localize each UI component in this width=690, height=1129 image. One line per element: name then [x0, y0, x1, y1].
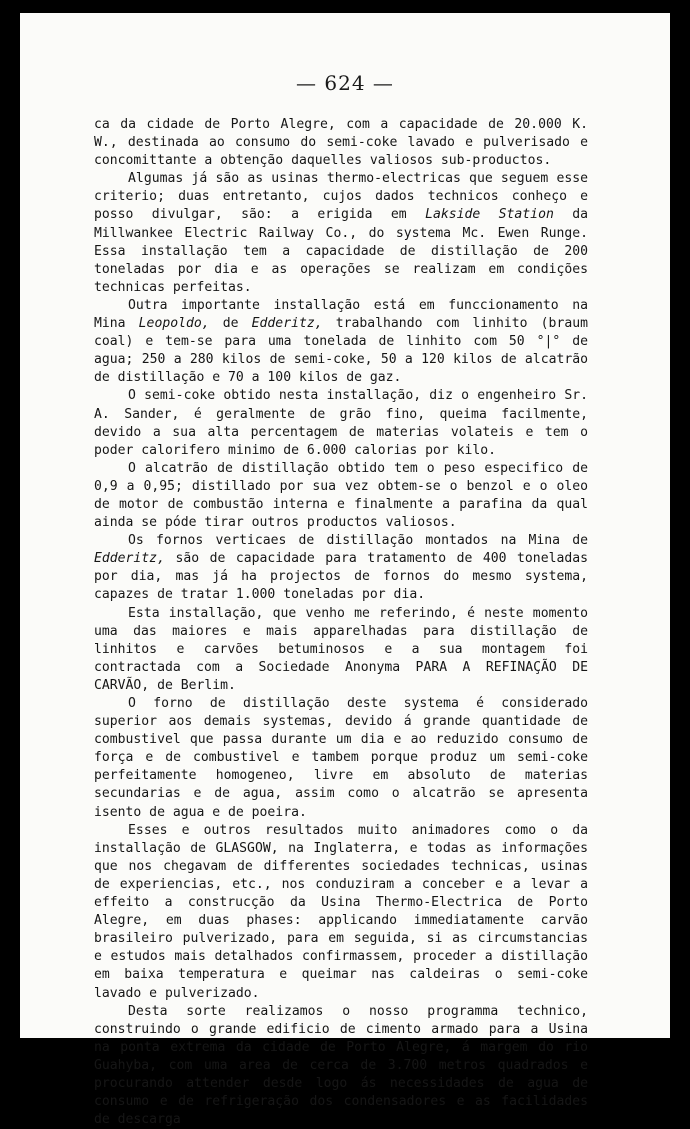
paragraph — [94, 297, 588, 387]
paragraph-continuation — [94, 116, 588, 170]
page-number: — 624 — — [296, 71, 394, 95]
text-run: O semi-coke obtido nesta installação, diz o engenheiro Sr. A. Sander, é geralmente de grão fino, queima facilmente, devido a sua alta percentagem de materias volateis e tem o poder calorifero minimo de 6.000 calorias por kilo. — [94, 388, 588, 458]
paragraph — [94, 170, 588, 297]
paragraph — [94, 460, 588, 532]
body-text — [94, 116, 588, 1129]
text-run: ca da cidade de Porto Alegre, com a capacidade de 20.000 K. W., destinada ao consumo do semi-coke lavado e pulverisado e concomittante a obtenção daquelles valiosos sub-productos. — [94, 117, 588, 169]
text-run: da Millwankee Electric Railway Co., do systema Mc. Ewen Runge. Essa installação tem a capacidade de distillação de 200 toneladas por dia e as operações se realizam em condições technicas perfeitas. — [94, 207, 589, 295]
text-run: são de capacidade para tratamento de 400 toneladas por dia, mas já ha projectos de fornos do mesmo systema, capazes de tratar 1.000 toneladas por dia. — [94, 551, 588, 603]
paragraph — [94, 532, 588, 604]
italic-place-name: Edderitz, — [94, 551, 165, 567]
text-run: Os fornos verticaes de distillação montados na Mina de — [128, 533, 588, 549]
text-run: Outra importante installação está em funccionamento na Mina — [94, 297, 588, 332]
text-run: Algumas já são as usinas thermo-electricas que seguem esse criterio; duas entretanto, cujos dados technicos conheço e posso divulgar, são: a erigida em — [94, 171, 588, 223]
text-run: de — [209, 316, 252, 332]
paragraph — [94, 387, 588, 459]
text-run: O alcatrão de distillação obtido tem o peso especifico de 0,9 a 0,95; distillado por sua vez obtem-se o benzol e o oleo de motor de combustão interna e finalmente a parafina da qual ainda se póde tirar outros productos valiosos. — [94, 460, 588, 531]
italic-place-name: Edderitz, — [251, 316, 323, 332]
text-run: trabalhando com linhito (braum coal) e tem-se para uma tonelada de linhito com 50 °|° de agua; 250 a 280 kilos de semi-coke, 50 a 120 kilos de alcatrão de distillação e 70 a 100 kilos de gaz. — [94, 316, 588, 386]
italic-place-name: Lakside Station — [425, 207, 554, 223]
italic-mine-name: Leopoldo, — [138, 316, 210, 332]
text-run: O forno de distillação deste systema é considerado superior aos demais systemas, devido á grande quantidade de combustivel que passa durante um dia e ao reduzido consumo de força e de combustivel e tambem porque produz um semi-coke perfeitamente homogeneo, livre em absoluto de materias secundarias e de agua, assim como o alcatrão se apresenta isento de agua e de poeira. — [94, 696, 588, 820]
text-run: Esses e outros resultados muito animadores como o da installação de GLASGOW, na Inglaterra, e todas as informações que nos chegavam de differentes sociedades technicas, usinas de experiencias, etc., nos conduziram a conceber e a levar a effeito a construcção da Usina Thermo-Electrica de Porto Alegre, em duas phases: applicando immediatamente carvão brasileiro pulverizado, para em seguida, si as circumstancias e estudos mais detalhados confirmassem, proceder a distillação em baixa temperatura e queimar nas caldeiras o semi-coke lavado e pulverizado. — [94, 822, 588, 1001]
paragraph — [94, 605, 588, 695]
paragraph — [94, 695, 588, 822]
text-run: Esta installação, que venho me referindo, é neste momento uma das maiores e mais apparelhadas para distillação de linhitos e carvões betuminosos e a sua montagem foi contractada com a Sociedade Anonyma PARA A REFINAÇÃO DE CARVÃO, de Berlim. — [94, 605, 588, 693]
paragraph — [94, 822, 588, 1003]
paragraph — [94, 1003, 588, 1129]
book-page — [20, 13, 670, 1128]
text-run: Desta sorte realizamos o nosso programma technico, construindo o grande edificio de cimento armado para a Usina na ponta extrema da cidade de Porto Alegre, á margem do rio Guahyba, com uma area de cerca de 3.700 metros quadrados e procurando attender desde logo ás necessidades de agua de consumo e de refrigeração dos condensadores e as facilidades de descarga — [94, 1003, 588, 1128]
